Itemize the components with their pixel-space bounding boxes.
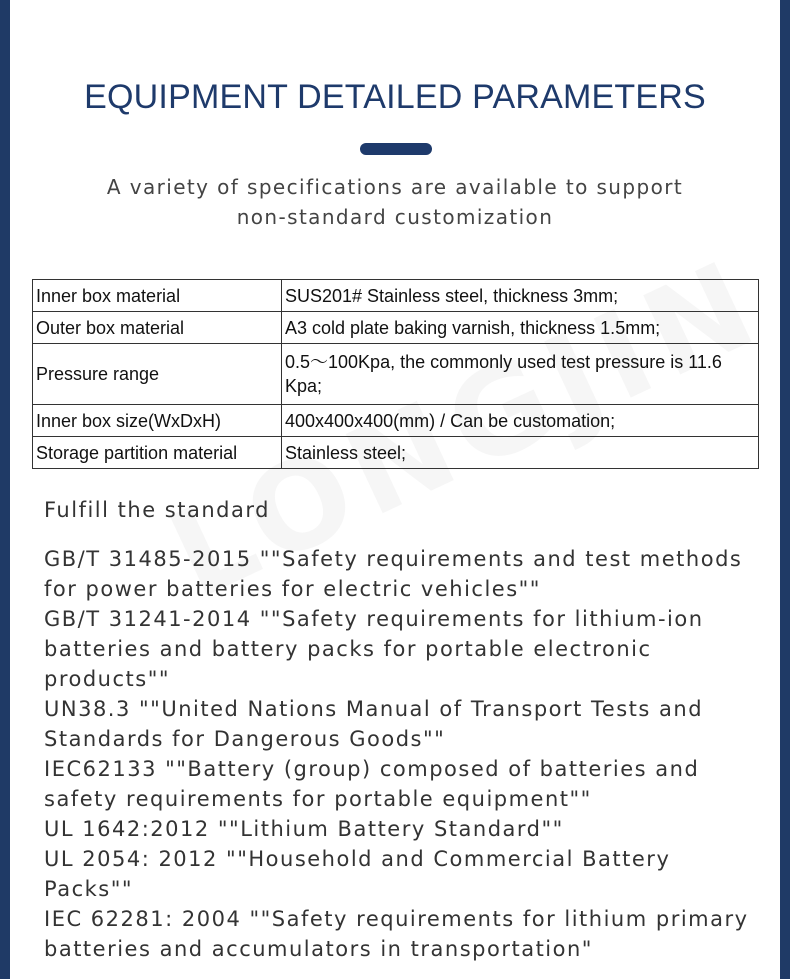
parameter-label: Storage partition material: [33, 437, 282, 469]
subtitle-line-1: A variety of specifications are available to support: [106, 175, 684, 199]
table-row: [33, 437, 759, 469]
standard-item: GB/T 31241-2014 ""Safety requirements for lithium-ion batteries and battery packs for portable electronic products"": [44, 607, 704, 691]
parameter-value: SUS201# Stainless steel, thickness 3mm;: [282, 280, 759, 312]
parameter-value: A3 cold plate baking varnish, thickness 1.5mm;: [282, 312, 759, 344]
title-underline-bar: [360, 143, 432, 155]
standard-item: IEC 62281: 2004 ""Safety requirements for lithium primary batteries and accumulators in transportation": [44, 907, 749, 961]
parameter-label: Inner box material: [33, 280, 282, 312]
parameter-label: Pressure range: [33, 344, 282, 405]
standard-item: GB/T 31485-2015 ""Safety requirements and test methods for power batteries for electric vehicles"": [44, 547, 743, 601]
subtitle: [10, 172, 780, 232]
parameters-table: [32, 279, 759, 469]
parameter-value: 0.5～100Kpa, the commonly used test pressure is 11.6 Kpa;: [282, 344, 759, 405]
standards-heading: Fulfill the standard: [44, 498, 270, 522]
parameter-label: Outer box material: [33, 312, 282, 344]
subtitle-line-2: non-standard customization: [236, 205, 554, 229]
standard-item: UN38.3 ""United Nations Manual of Transport Tests and Standards for Dangerous Goods"": [44, 697, 704, 751]
parameter-value: Stainless steel;: [282, 437, 759, 469]
table-row: [33, 280, 759, 312]
standard-item: IEC62133 ""Battery (group) composed of batteries and safety requirements for portable equipment"": [44, 757, 700, 811]
standard-item: UL 2054: 2012 ""Household and Commercial Battery Packs"": [44, 847, 671, 901]
table-row: [33, 344, 759, 405]
standard-item: UL 1642:2012 ""Lithium Battery Standard"": [44, 817, 564, 841]
parameter-value: 400x400x400(mm) / Can be customation;: [282, 405, 759, 437]
standards-list: [44, 544, 764, 964]
table-row: [33, 312, 759, 344]
table-row: [33, 405, 759, 437]
page-title: EQUIPMENT DETAILED PARAMETERS: [84, 78, 706, 116]
page-panel: [10, 0, 780, 979]
parameter-label: Inner box size(WxDxH): [33, 405, 282, 437]
